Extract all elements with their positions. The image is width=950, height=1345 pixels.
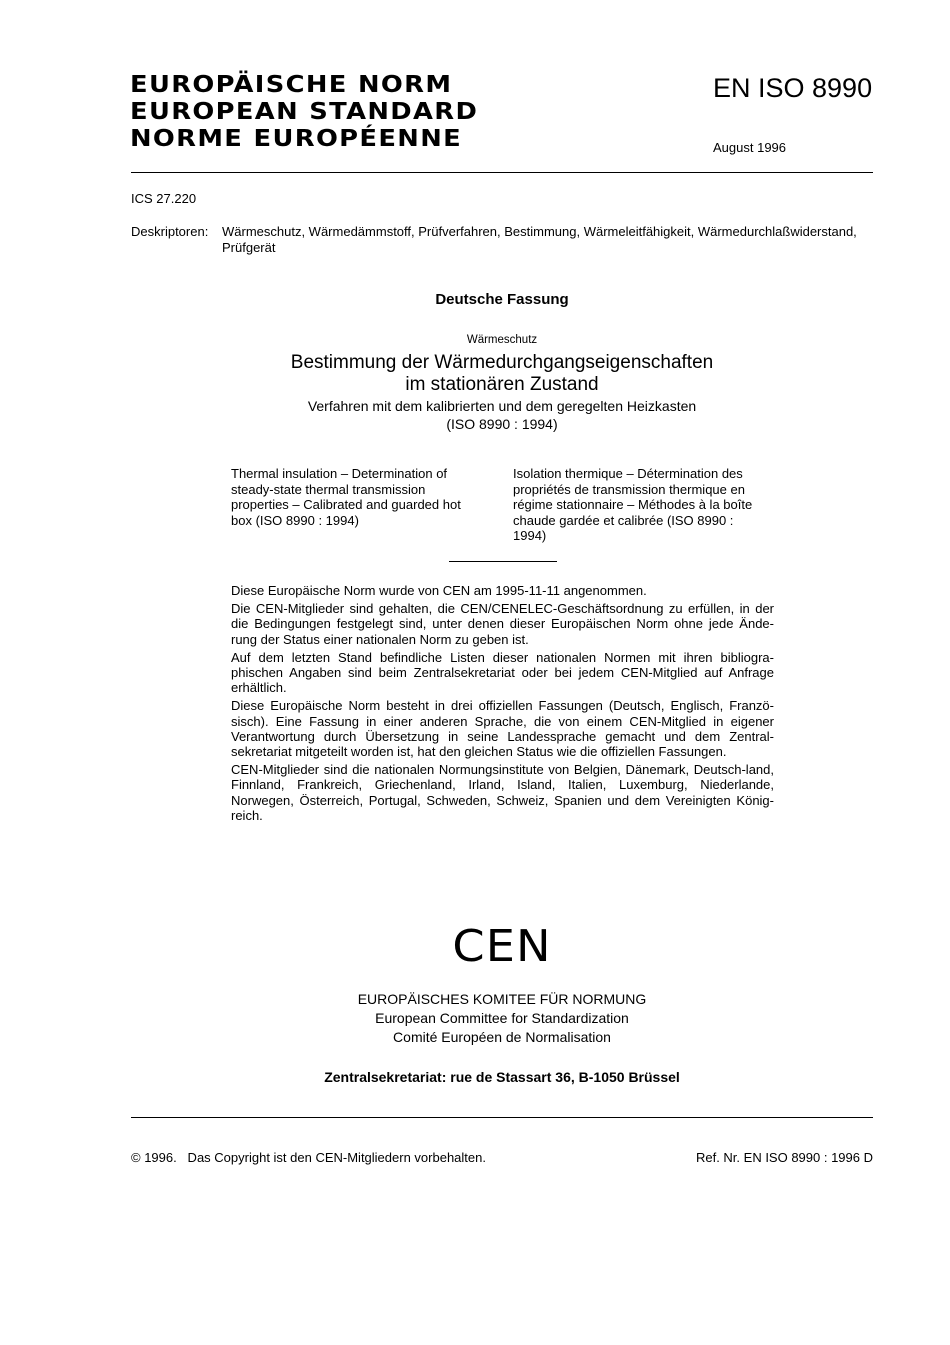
norm-title-en: EUROPEAN STANDARD <box>130 99 479 125</box>
document-subtitle: Verfahren mit dem kalibrierten und dem geregelten Heizkasten <box>307 398 697 414</box>
copyright-notice: © 1996. Das Copyright ist den CEN-Mitgliedern vorbehalten. <box>131 1150 486 1165</box>
notice-paragraph: CEN-Mitglieder sind die nationalen Normungsinstitute von Belgien, Dänemark, Deutsch-land, Finnland, Frankreich, Griechenland, Irland, Island, Italien, Luxemburg, Niederlande, Norwegen, Österreich, Portugal, Schweden, Schweiz, Spanien und dem Vereinigten König-reich. <box>231 762 774 823</box>
document-title-line-2: im stationären Zustand <box>405 374 599 395</box>
section-divider <box>449 561 557 562</box>
descriptors-text: Wärmeschutz, Wärmedämmstoff, Prüfverfahren, Bestimmung, Wärmeleitfähigkeit, Wärmedurchlaßwiderstand, Prüfgerät <box>222 224 857 255</box>
footer-divider <box>131 1117 873 1118</box>
standard-number: EN ISO 8990 <box>713 73 873 103</box>
document-title-line-1: Bestimmung der Wärmedurchgangseigenschaften <box>290 352 714 373</box>
french-title: Isolation thermique – Détermination des propriétés de transmission thermique en régime stationnaire – Méthodes à la boîte chaude gardée et calibrée (ISO 8990 : 1994) <box>513 466 753 543</box>
subject-heading: Wärmeschutz <box>466 334 538 346</box>
notice-paragraph: Auf dem letzten Stand befindliche Listen dieser nationalen Normen mit ihren bibliogra-phischen Angaben sind beim Zentralsekretariat oder bei jedem CEN-Mitglied auf Anfrage erhältlich. <box>231 649 774 696</box>
descriptors-label: Deskriptoren: <box>131 224 209 239</box>
reference-number: Ref. Nr. EN ISO 8990 : 1996 D <box>695 1150 873 1165</box>
organization-name-fr: Comité Européen de Normalisation <box>393 1029 611 1045</box>
notice-paragraph: Die CEN-Mitglieder sind gehalten, die CEN/CENELEC-Geschäftsordnung zu erfüllen, in der die Bedingungen festgelegt sind, unter denen dieser Europäischen Norm ohne jede Ände-rung der Status einer nationalen Norm zu geben ist. <box>231 601 774 647</box>
notice-paragraph: Diese Europäische Norm wurde von CEN am 1995-11-11 angenommen. <box>231 583 647 598</box>
cen-logo: CEN <box>452 921 552 972</box>
english-title: Thermal insulation – Determination of steady-state thermal transmission properties – Calibrated and guarded hot box (ISO 8990 : 1994) <box>231 466 461 528</box>
header-divider <box>131 172 873 173</box>
norm-title-fr: NORME EUROPÉENNE <box>130 126 463 152</box>
publication-date: August 1996 <box>713 140 787 155</box>
organization-name-de: EUROPÄISCHES KOMITEE FÜR NORMUNG <box>357 991 647 1007</box>
secretariat-address: Zentralsekretariat: rue de Stassart 36, B-1050 Brüssel <box>324 1069 680 1085</box>
iso-reference: (ISO 8990 : 1994) <box>446 416 558 432</box>
notice-paragraph: Diese Europäische Norm besteht in drei offiziellen Fassungen (Deutsch, Englisch, Franzö-sisch). Eine Fassung in einer anderen Sprache, die von einem CEN-Mitglied in eigener Verantwortung durch Übersetzung in seine Landessprache gemacht und dem Zentral-sekretariat mitgeteilt worden ist, hat den gleichen Status wie die offiziellen Fassungen. <box>231 698 774 760</box>
ics-code: ICS 27.220 <box>131 191 197 206</box>
norm-title-de: EUROPÄISCHE NORM <box>130 72 453 98</box>
norm-titles <box>130 72 656 153</box>
document-title <box>0 352 950 396</box>
adoption-notice <box>231 583 774 826</box>
organization-name-en: European Committee for Standardization <box>375 1010 629 1026</box>
language-version: Deutsche Fassung <box>435 291 569 308</box>
